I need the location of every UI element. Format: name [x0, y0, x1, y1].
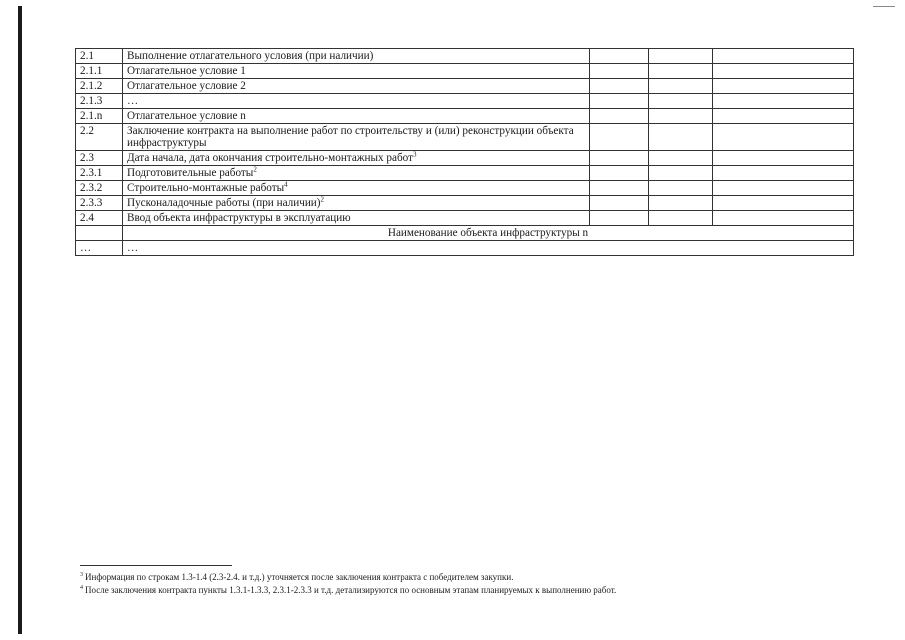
- empty-cell: [590, 181, 649, 196]
- empty-cell: [649, 166, 713, 181]
- empty-cell: [590, 166, 649, 181]
- empty-cell: [713, 211, 854, 226]
- row-text: Строительно-монтажные работы: [127, 182, 285, 194]
- row-number: 2.4: [76, 211, 123, 226]
- empty-cell: [713, 151, 854, 166]
- row-description: [123, 94, 590, 109]
- schedule-table: [75, 48, 854, 256]
- footnote-mark: 4: [80, 585, 83, 591]
- empty-cell: [590, 94, 649, 109]
- empty-cell: [713, 124, 854, 151]
- empty-cell: [76, 226, 123, 241]
- row-text: Отлагательное условие 2: [127, 80, 246, 92]
- row-number: 2.3.1: [76, 166, 123, 181]
- empty-cell: [713, 49, 854, 64]
- row-text: Отлагательное условие n: [127, 110, 246, 122]
- table-row: [76, 64, 854, 79]
- empty-cell: [590, 64, 649, 79]
- table-row: [76, 109, 854, 124]
- row-number: 2.2: [76, 124, 123, 151]
- row-number: 2.3: [76, 151, 123, 166]
- row-number: 2.3.3: [76, 196, 123, 211]
- row-text: Пусконаладочные работы (при наличии): [127, 197, 321, 209]
- empty-cell: [590, 124, 649, 151]
- row-description: [123, 181, 590, 196]
- empty-cell: [713, 64, 854, 79]
- row-number: 2.1.2: [76, 79, 123, 94]
- empty-cell: [649, 109, 713, 124]
- row-text: Заключение контракта на выполнение работ по строительству и (или) реконструкции объекта инфраструктуры: [127, 125, 574, 149]
- row-text: Дата начала, дата окончания строительно-монтажных работ: [127, 152, 414, 164]
- row-description: [123, 196, 590, 211]
- empty-cell: [649, 64, 713, 79]
- empty-cell: [713, 109, 854, 124]
- empty-cell: [590, 151, 649, 166]
- footnote-text: После заключения контракта пункты 1.3.1-1.3.3, 2.3.1-2.3.3 и т.д. детализируются по основным этапам планируемых к выполнению работ.: [85, 585, 617, 595]
- row-number: 2.1.3: [76, 94, 123, 109]
- row-number: …: [76, 241, 123, 256]
- empty-cell: [713, 181, 854, 196]
- row-number: 2.3.2: [76, 181, 123, 196]
- table-row: [76, 94, 854, 109]
- row-number: 2.1: [76, 49, 123, 64]
- row-text: Подготовительные работы: [127, 167, 254, 179]
- empty-cell: [590, 196, 649, 211]
- empty-cell: [713, 94, 854, 109]
- empty-cell: [590, 109, 649, 124]
- row-description: [123, 109, 590, 124]
- empty-cell: [649, 79, 713, 94]
- table-body: [76, 49, 854, 256]
- row-description: [123, 79, 590, 94]
- empty-cell: [649, 151, 713, 166]
- row-text: Ввод объекта инфраструктуры в эксплуатацию: [127, 212, 351, 224]
- table-row: [76, 124, 854, 151]
- row-description: [123, 49, 590, 64]
- footnote-text: Информация по строкам 1.3-1.4 (2.3-2.4. и т.д.) уточняется после заключения контракта с победителем закупки.: [85, 572, 514, 582]
- empty-cell: [649, 49, 713, 64]
- table-row: [76, 241, 854, 256]
- empty-cell: [649, 94, 713, 109]
- row-description: …: [123, 241, 854, 256]
- empty-cell: [713, 196, 854, 211]
- row-description: [123, 64, 590, 79]
- empty-cell: [590, 211, 649, 226]
- table-row: [76, 79, 854, 94]
- footnote-separator: [80, 565, 232, 566]
- row-description: [123, 124, 590, 151]
- empty-cell: [649, 211, 713, 226]
- row-number: 2.1.n: [76, 109, 123, 124]
- footnote-mark: 3: [80, 572, 83, 578]
- section-header-row: [76, 226, 854, 241]
- empty-cell: [649, 196, 713, 211]
- empty-cell: [649, 124, 713, 151]
- footnote-reference: 4: [284, 180, 288, 189]
- table-row: [76, 196, 854, 211]
- footnote-4: [80, 585, 616, 596]
- row-text: Отлагательное условие 1: [127, 65, 246, 77]
- row-number: 2.1.1: [76, 64, 123, 79]
- row-description: [123, 151, 590, 166]
- empty-cell: [590, 79, 649, 94]
- row-description: [123, 166, 590, 181]
- table-row: [76, 181, 854, 196]
- row-text: …: [127, 95, 139, 107]
- footnote-reference: 3: [413, 150, 417, 159]
- table-row: [76, 211, 854, 226]
- binding-edge-line: [18, 6, 22, 634]
- table-row: [76, 151, 854, 166]
- footnote-reference: 2: [320, 195, 325, 204]
- row-description: [123, 211, 590, 226]
- section-header: Наименование объекта инфраструктуры n: [123, 226, 854, 241]
- row-text: Выполнение отлагательного условия (при наличии): [127, 50, 374, 62]
- footnote-reference: 2: [253, 165, 257, 174]
- footnote-3: [80, 572, 513, 583]
- empty-cell: [649, 181, 713, 196]
- table-row: [76, 166, 854, 181]
- empty-cell: [713, 79, 854, 94]
- corner-mark: [873, 6, 895, 8]
- empty-cell: [713, 166, 854, 181]
- empty-cell: [590, 49, 649, 64]
- table-row: [76, 49, 854, 64]
